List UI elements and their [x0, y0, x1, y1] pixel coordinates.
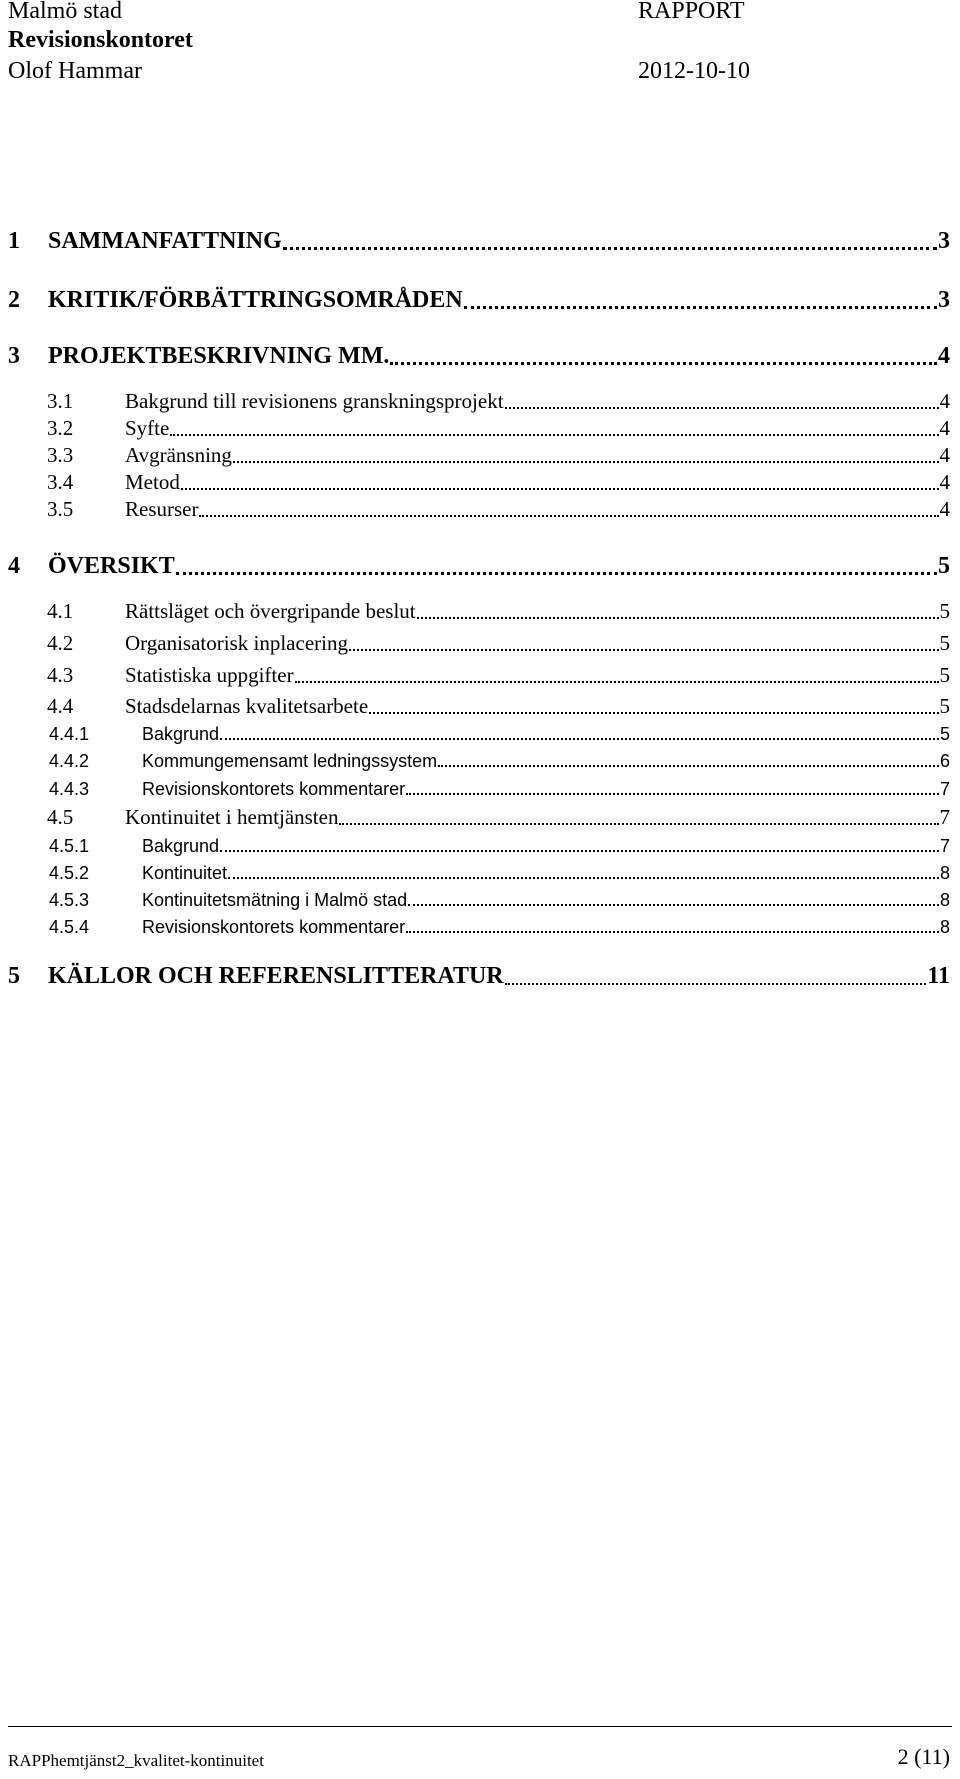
- toc-leader: [406, 793, 939, 795]
- toc-number: 4.2: [47, 631, 74, 655]
- toc-number: 4.5.4: [49, 917, 90, 937]
- toc-title: Revisionskontorets kommentarer: [142, 779, 406, 799]
- toc-page: 4: [939, 497, 950, 521]
- toc-leader: [505, 983, 927, 985]
- toc-entry[interactable]: [0, 343, 950, 370]
- toc-entry[interactable]: [0, 470, 950, 495]
- toc-title: Bakgrund till revisionens granskningsprojekt: [125, 389, 504, 413]
- footer-divider: [8, 1726, 952, 1727]
- toc-entry[interactable]: [0, 416, 950, 441]
- toc-page: 4: [939, 389, 950, 413]
- footer-page-number: 2 (11): [897, 1744, 950, 1769]
- toc-page: 3: [938, 287, 950, 313]
- toc-page: 5: [939, 724, 950, 744]
- toc-title: Avgränsning: [125, 443, 232, 467]
- toc-leader: [408, 904, 939, 906]
- toc-number: 4.4.3: [49, 779, 90, 799]
- toc-page: 4: [939, 470, 950, 494]
- toc-number: 4.5.2: [49, 863, 90, 883]
- toc-leader: [220, 850, 939, 852]
- toc-leader: [295, 681, 939, 683]
- toc-leader: [176, 572, 937, 575]
- toc-number: 3.5: [47, 497, 74, 521]
- toc-leader: [228, 877, 939, 879]
- toc-leader: [417, 617, 939, 619]
- toc-page: 4: [939, 416, 950, 440]
- toc-entry[interactable]: [0, 805, 950, 830]
- toc-leader: [369, 712, 938, 714]
- toc-page: 6: [939, 751, 950, 771]
- toc-entry[interactable]: [0, 963, 950, 990]
- toc-page: 5: [939, 694, 950, 718]
- toc-entry[interactable]: [0, 631, 950, 656]
- toc-entry[interactable]: [0, 389, 950, 414]
- toc-title: Revisionskontorets kommentarer: [142, 917, 406, 937]
- toc-number: 4.3: [47, 663, 74, 687]
- toc-title: Kontinuitet: [142, 863, 228, 883]
- toc-number: 4.1: [47, 599, 74, 623]
- toc-number: 4: [8, 553, 20, 579]
- toc-title: Organisatorisk inplacering: [125, 631, 348, 655]
- toc-number: 3.4: [47, 470, 74, 494]
- toc-entry[interactable]: [0, 443, 950, 468]
- toc-page: 5: [939, 599, 950, 623]
- toc-leader: [349, 649, 939, 651]
- toc-title: Syfte: [125, 416, 170, 440]
- toc-entry[interactable]: [0, 694, 950, 719]
- toc-entry[interactable]: [0, 890, 950, 911]
- toc-page: 4: [938, 343, 950, 369]
- toc-number: 4.4.2: [49, 751, 90, 771]
- report-date: 2012-10-10: [638, 58, 750, 84]
- toc-entry[interactable]: [0, 287, 950, 314]
- toc-entry[interactable]: [0, 751, 950, 772]
- toc-entry[interactable]: [0, 724, 950, 745]
- toc-number: 4.5: [47, 805, 74, 829]
- toc-leader: [181, 488, 939, 490]
- toc-title: Rättsläget och övergripande beslut: [125, 599, 416, 623]
- toc-page: 8: [939, 890, 950, 910]
- toc-title: Kontinuitet i hemtjänsten: [125, 805, 339, 829]
- toc-number: 3.1: [47, 389, 74, 413]
- document-type: RAPPORT: [638, 0, 745, 24]
- toc-title: SAMMANFATTNING: [48, 228, 282, 254]
- toc-page: 8: [939, 917, 950, 937]
- org-name: Malmö stad: [8, 0, 122, 24]
- toc-page: 5: [939, 631, 950, 655]
- toc-page: 7: [939, 779, 950, 799]
- toc-title: KRITIK/FÖRBÄTTRINGSOMRÅDEN: [48, 287, 463, 313]
- toc-title: Metod: [125, 470, 180, 494]
- toc-page: 7: [939, 805, 950, 829]
- toc-leader: [220, 738, 939, 740]
- toc-entry[interactable]: [0, 228, 950, 255]
- toc-number: 1: [8, 228, 20, 254]
- toc-leader: [283, 247, 937, 250]
- toc-number: 3: [8, 343, 20, 369]
- toc-number: 4.5.1: [49, 836, 90, 856]
- toc-title: Kontinuitetsmätning i Malmö stad: [142, 890, 408, 910]
- toc-leader: [438, 765, 939, 767]
- toc-leader: [464, 306, 937, 309]
- toc-number: 5: [8, 963, 20, 989]
- toc-entry[interactable]: [0, 779, 950, 800]
- toc-entry[interactable]: [0, 863, 950, 884]
- toc-entry[interactable]: [0, 497, 950, 522]
- toc-entry[interactable]: [0, 553, 950, 580]
- toc-page: 7: [939, 836, 950, 856]
- toc-page: 5: [939, 663, 950, 687]
- toc-leader: [199, 515, 938, 517]
- toc-title: Statistiska uppgifter: [125, 663, 294, 687]
- toc-page: 11: [927, 963, 950, 989]
- toc-entry[interactable]: [0, 917, 950, 938]
- toc-title: Bakgrund: [142, 724, 220, 744]
- toc-leader: [406, 931, 939, 933]
- author-name: Olof Hammar: [8, 58, 142, 84]
- toc-title: Resurser: [125, 497, 199, 521]
- toc-leader: [233, 461, 939, 463]
- department-name: Revisionskontoret: [8, 27, 193, 53]
- toc-number: 4.4: [47, 694, 74, 718]
- toc-leader: [170, 434, 938, 436]
- toc-number: 3.2: [47, 416, 74, 440]
- toc-page: 8: [939, 863, 950, 883]
- toc-title: Kommungemensamt ledningssystem: [142, 751, 438, 771]
- toc-leader: [390, 362, 937, 365]
- toc-number: 3.3: [47, 443, 74, 467]
- footer-filename: RAPPhemtjänst2_kvalitet-kontinuitet: [8, 1751, 264, 1770]
- toc-title: KÄLLOR OCH REFERENSLITTERATUR: [48, 963, 504, 989]
- toc-title: ÖVERSIKT: [48, 553, 175, 579]
- toc-title: Stadsdelarnas kvalitetsarbete: [125, 694, 369, 718]
- toc-entry[interactable]: [0, 663, 950, 688]
- toc-page: 5: [938, 553, 950, 579]
- toc-leader: [339, 823, 938, 825]
- toc-page: 3: [938, 228, 950, 254]
- toc-number: 4.4.1: [49, 724, 90, 744]
- toc-title: PROJEKTBESKRIVNING MM.: [48, 343, 390, 369]
- toc-leader: [505, 407, 939, 409]
- toc-title: Bakgrund: [142, 836, 220, 856]
- toc-number: 4.5.3: [49, 890, 90, 910]
- toc-number: 2: [8, 287, 20, 313]
- toc-entry[interactable]: [0, 599, 950, 624]
- toc-page: 4: [939, 443, 950, 467]
- toc-entry[interactable]: [0, 836, 950, 857]
